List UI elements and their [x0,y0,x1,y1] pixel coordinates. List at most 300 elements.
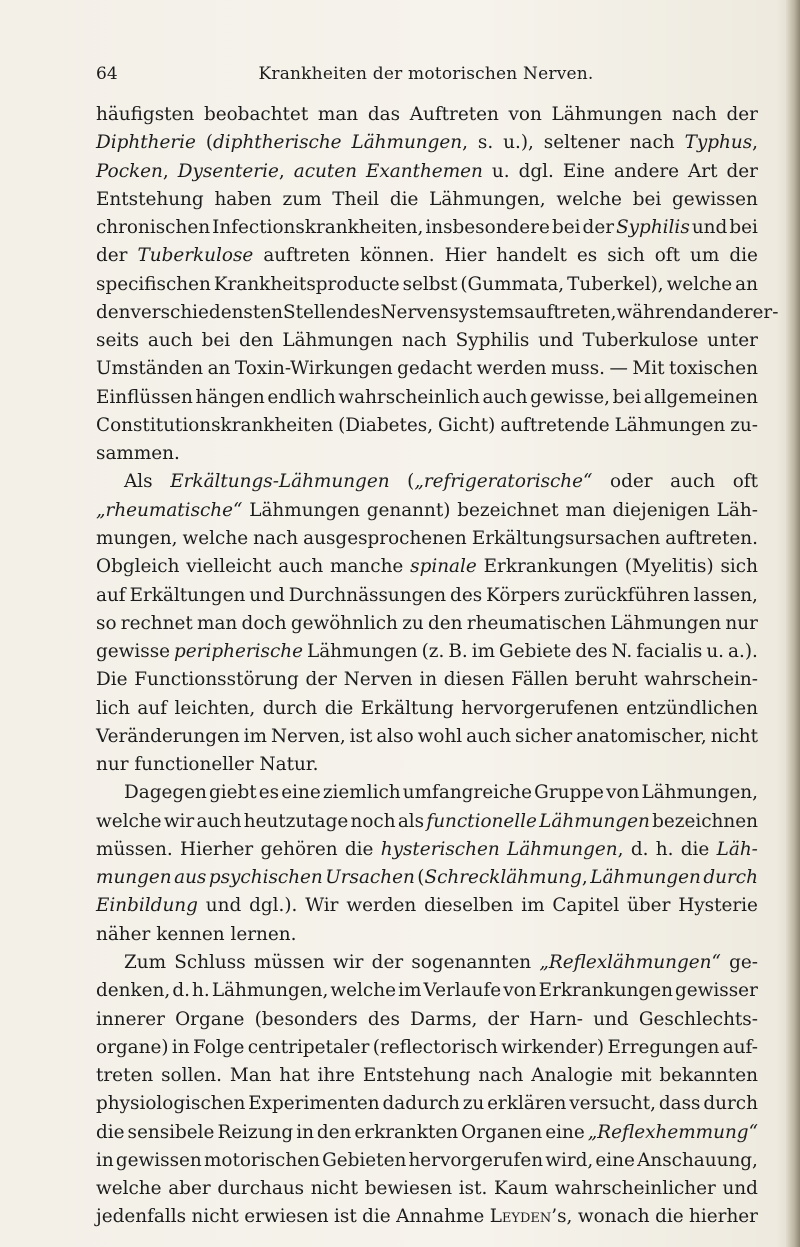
word: gedacht [397,358,473,380]
word: nicht [191,1206,239,1228]
text-line [96,214,758,242]
word: Constitutionskrankheiten [96,414,334,436]
word: welche [182,527,249,549]
word: oft [732,471,758,493]
word: seits [96,330,140,352]
word: in [171,1036,190,1058]
word: eine [545,1121,585,1143]
word: das [367,104,401,125]
word: handelt [496,245,567,267]
word: ist. [458,1178,488,1200]
word: Erregungen [607,1036,720,1058]
text-line [96,1090,758,1118]
word: diesen [443,669,505,691]
word: ihre [317,1065,355,1087]
word: man [565,499,606,521]
word: eine [595,1149,635,1171]
word: u. [491,160,510,182]
word: functioneller [134,754,254,776]
word: im [243,725,267,747]
word: beruht [574,669,638,691]
word: bewiesen [364,1178,453,1200]
word: Harn- [529,1008,584,1030]
word: die [96,1121,125,1143]
word: Lähmungen [249,499,360,521]
word: Leyden’s, [489,1206,573,1228]
word: den [96,301,131,323]
word: man [317,104,359,125]
word: h. [655,838,674,860]
text-line [96,638,758,666]
word: functionelle [426,810,537,832]
word: nicht [310,1178,359,1200]
word: der [305,669,337,691]
word: ist [349,725,373,747]
word: wahrschein- [644,669,758,691]
word: denken, [96,980,171,1002]
word: die [729,245,758,267]
word: Umständen [96,358,204,380]
word: sicher [515,725,573,747]
word: der [726,160,758,182]
word: Wir [305,895,339,917]
word: Functionsstörung [134,669,299,691]
word: im [521,895,545,917]
text-line [96,525,758,553]
text-line [96,1062,758,1090]
word: den [428,612,463,634]
word: durch [703,867,758,889]
word: insbesondere [425,217,550,239]
word: Fällen [511,669,569,691]
word: der [371,951,404,973]
word: welche [666,273,733,295]
word: welche [330,980,396,1002]
word: Dysenterie, [177,160,285,182]
text-line [96,977,758,1005]
word: Dagegen [124,782,207,804]
word: und [593,1008,629,1030]
text-line [96,808,758,836]
word: Experimenten [248,1093,380,1115]
text-line [96,892,758,920]
word: Erkältungsursachen [471,527,661,549]
page-edge-shadow [786,0,800,1247]
text-line [96,186,758,214]
word: Erkältungs-Lähmungen [170,471,390,493]
word: Theil [332,188,380,210]
word: Lähmungen [539,810,650,832]
text-line [96,101,758,129]
word: manche [330,556,404,578]
text-line [96,864,758,892]
word: an [735,273,758,295]
word: innerer [96,1008,165,1030]
word: versucht, [569,1093,656,1115]
word: endlich [267,386,336,408]
word: (Myelitis) [624,556,714,578]
word: acuten [293,160,357,182]
word: Lähmungen [590,867,701,889]
word: Syphilis [455,330,530,352]
word: wahrscheinlicher [554,1178,716,1200]
word: Tuberkel), [567,273,664,295]
word: heutzutage [243,810,349,832]
word: u. [706,641,725,663]
word: näher [96,923,151,945]
word: erwiesen [244,1206,329,1228]
word: auch [278,556,324,578]
word: d. [172,980,190,1002]
word: sich [607,245,645,267]
word: zu- [730,414,758,436]
word: gewisse [96,641,171,663]
word: umfangreiche [402,782,533,804]
word: hervorgerufen [408,1149,544,1171]
word: Lähmungen [282,330,394,352]
word: und [205,895,242,917]
word: und [691,217,728,239]
text-line [96,299,779,327]
text-line [96,723,758,751]
word: Natur. [259,754,319,776]
word: (reflectorisch [372,1036,498,1058]
word: centripetaler [247,1036,370,1058]
word: lernen. [230,923,297,945]
word: Hysterie [678,895,758,917]
word: die [324,697,354,719]
word: B. [448,641,468,663]
word: können. [360,245,435,267]
text-line [96,497,758,525]
word: Eine [562,160,605,182]
word: mungen [96,867,172,889]
word: nur [725,612,758,634]
word: von [606,782,640,804]
word: treten [96,1065,154,1087]
word: Erkrankungen [483,556,618,578]
word: auch [482,386,528,408]
text-line [96,779,758,807]
word: Lähmungen, [351,132,468,154]
word: Lähmungen, [429,188,546,210]
text-line [96,751,758,779]
text-line [96,610,758,638]
word: auf [137,697,168,719]
word: selbst [402,273,458,295]
page-header [96,64,756,88]
word: Lähmungen [614,414,726,436]
word: (diphtherische [205,132,342,154]
word: sensibele [127,1121,215,1143]
word: andere [613,160,680,182]
word: bei [612,386,642,408]
word: (Diabetes, [338,414,434,436]
word: Kaum [493,1178,548,1200]
word: Einflüssen [96,386,193,408]
word: gewisse, [530,386,610,408]
word: sollen. [161,1065,222,1087]
running-title: Krankheiten der motorischen Nerven. [258,64,594,84]
word: Hierher [180,838,254,860]
text-line [96,468,758,496]
word: Mit [632,358,665,380]
word: Gebieten [322,1149,407,1171]
word: Lähmungen, [641,782,758,804]
word: mungen, [96,527,178,549]
word: bei [632,188,662,210]
word: wird, [545,1149,594,1171]
word: Als [124,471,153,493]
word: doch [241,612,287,634]
word: über [627,895,671,917]
word: die [344,838,374,860]
word: ziemlich [322,782,401,804]
word: von [503,980,537,1002]
text-line [96,384,758,412]
word: Krankheitsproducte [213,273,400,295]
text-line [96,1006,758,1034]
word: Geschlechts- [638,1008,758,1030]
text-line [96,949,758,977]
word: ausgesprochenen [303,527,467,549]
text-line [96,836,758,864]
word: von [508,104,542,125]
word: physiologischen [96,1093,246,1115]
word: ge- [729,951,758,973]
word: oder [610,471,653,493]
word: eine [281,782,321,804]
word: N. [611,641,633,663]
word: den [239,330,274,352]
word: rheumatischen [466,612,607,634]
word: sogenannten [411,951,532,973]
word: gewöhnlich [290,612,398,634]
word: Tuberkulose [137,245,254,267]
word: nach [253,527,299,549]
word: wir [333,951,364,973]
text-line [96,412,758,440]
word: bezeichnet [457,499,559,521]
word: und [722,1178,758,1200]
word: entzündlichen [626,697,758,719]
word: Analogie [531,1065,613,1087]
word: Auftreten [409,104,499,125]
word: (Gummata, [460,273,565,295]
word: zu [462,1093,485,1115]
word: giebt [208,782,257,804]
word: auftreten. [665,527,758,549]
word: gewissen [115,1149,202,1171]
word: dgl.). [249,895,298,917]
word: durch [262,697,318,719]
word: erklären [487,1093,567,1115]
word: unter [707,330,758,352]
word: gewissen [672,188,758,210]
word: des [450,584,483,606]
word: sich [720,556,758,578]
word: Capitel [552,895,620,917]
word: hysterischen [380,838,500,860]
word: im [398,980,422,1002]
word: müssen. [96,838,173,860]
text-line [96,1034,758,1062]
word: Einbildung [96,895,198,917]
word: Annahme [396,1206,485,1228]
word: Körpers [486,584,561,606]
word: auch [196,810,242,832]
word: verschiedensten [130,301,283,323]
word: s. [477,132,494,154]
word: nicht [710,725,758,747]
text-line [96,1175,758,1203]
word: Schluss [174,951,246,973]
word: Lähmungen [551,104,663,125]
word: bei [551,217,581,239]
word: wonach [577,1206,650,1228]
word: häufigsten [96,104,195,125]
text-line [96,582,758,610]
word: Lähmungen, [211,980,329,1002]
word: specifischen [96,273,211,295]
word: toxischen [668,358,758,380]
word: wahrscheinlich [338,386,480,408]
word: welche [96,1178,162,1200]
word: Anschauung, [637,1149,758,1171]
word: Typhus, [684,132,758,154]
word: („refrigeratorische“ [407,471,593,493]
word: peripherische [174,641,303,663]
word: Lähmungen, [507,838,624,860]
word: oft [654,245,680,267]
word: lassen, [693,584,758,606]
word: noch [350,810,396,832]
word: in [96,1149,114,1171]
word: nach [629,132,675,154]
word: dadurch [382,1093,460,1115]
word: der [96,245,128,267]
word: Obgleich [96,556,180,578]
word: Nervensystems [380,301,524,323]
word: zum [282,188,322,210]
word: Organe [175,1008,245,1030]
word: in [296,1121,314,1143]
word: vielleicht [186,556,272,578]
word: Erkältung [360,697,454,719]
word: zurückführen [564,584,690,606]
word: Entstehung [362,1065,471,1087]
word: zu [402,612,424,634]
body-text [96,101,779,1232]
word: im [471,641,496,663]
word: (besonders [254,1008,358,1030]
word: muss. [550,358,605,380]
word: in [419,669,438,691]
word: aber [168,1178,211,1200]
word: Toxin-Wirkungen [234,358,393,380]
word: auf [96,584,126,606]
word: durch [703,1093,758,1115]
word: des [348,301,381,323]
word: Erkältungen [129,584,246,606]
word: auftreten, [523,301,617,323]
word: Exanthemen [365,160,483,182]
word: des [367,1008,400,1030]
word: Nerven, [270,725,346,747]
word: auf- [722,1036,758,1058]
word: lich [96,697,130,719]
word: leichten, [174,697,256,719]
word: nach [401,330,447,352]
text-line [96,440,758,468]
word: Die [96,669,128,691]
word: „rheumatische“ [96,499,243,521]
word: h. [192,980,210,1002]
word: und [538,330,574,352]
word: Veränderungen [96,725,240,747]
word: haben [214,188,272,210]
word: beobachtet [203,104,309,125]
word: Darms, [410,1008,478,1030]
word: Gruppe [534,782,604,804]
word: Diphtherie [96,132,196,154]
word: bezeichnen [652,810,758,832]
page-number: 64 [96,64,118,84]
word: an [207,358,231,380]
word: Tuberkulose [582,330,699,352]
word: wirkender) [501,1036,605,1058]
word: man [197,612,238,634]
word: Pocken, [96,160,169,182]
word: Organen [461,1121,543,1143]
word: Reizung [217,1121,294,1143]
word: „Reflexhemmung“ [587,1121,758,1143]
word: den [316,1121,352,1143]
word: Läh- [716,499,758,521]
word: müssen [253,951,325,973]
word: werden [346,895,417,917]
word: wir [163,810,195,832]
word: gewisser [675,980,758,1002]
word: Infectionskrankheiten, [212,217,424,239]
word: anderer- [698,301,779,323]
word: jedenfalls [96,1206,187,1228]
word: Folge [193,1036,245,1058]
word: und [249,584,285,606]
word: Durchnässungen [288,584,447,606]
word: auch [466,725,512,747]
word: werden [476,358,547,380]
word: bekannten [659,1065,758,1087]
word: Art [688,160,718,182]
word: Zum [124,951,167,973]
word: hervorgerufenen [461,697,619,719]
word: nur [96,754,129,776]
word: hierher [689,1206,758,1228]
word: (z. [421,641,445,663]
word: Man [229,1065,272,1087]
word: ist [334,1206,357,1228]
word: genannt) [366,499,451,521]
word: psychischen [208,867,323,889]
word: der [582,217,614,239]
word: organe) [96,1036,169,1058]
word: um [690,245,720,267]
word: die [362,1206,391,1228]
word: dieselben [424,895,514,917]
word: d. [630,838,649,860]
word: Gicht) [438,414,496,436]
